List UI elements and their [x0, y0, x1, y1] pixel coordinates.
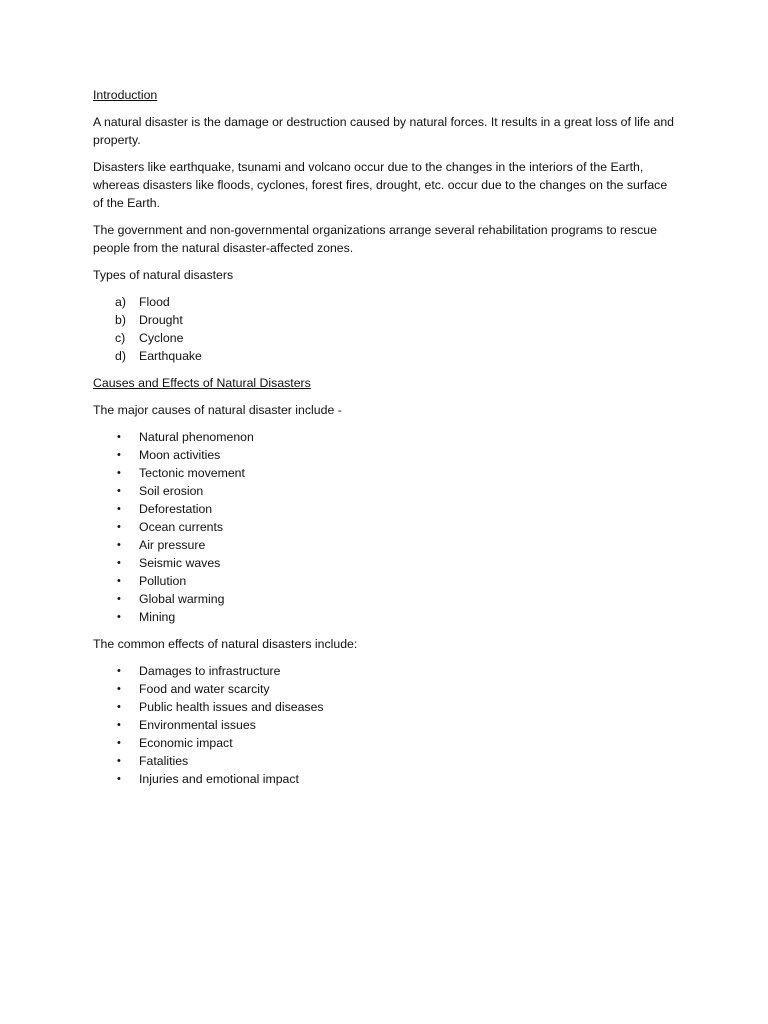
- list-item-text: Injuries and emotional impact: [139, 772, 299, 786]
- bullet-icon: •: [117, 701, 121, 713]
- bullet-icon: •: [117, 575, 121, 587]
- intro-heading: Introduction: [93, 88, 158, 102]
- bullet-icon: •: [117, 557, 121, 569]
- list-item: [93, 500, 678, 518]
- causes-intro: The major causes of natural disaster include -: [93, 403, 342, 417]
- bullet-icon: •: [117, 755, 121, 767]
- bullet-icon: •: [117, 521, 121, 533]
- list-item-text: Seismic waves: [139, 556, 221, 570]
- bullet-icon: •: [117, 539, 121, 551]
- list-item: [93, 608, 678, 626]
- list-marker: a): [115, 295, 126, 309]
- list-item-text: Cyclone: [139, 331, 184, 345]
- list-item: [93, 446, 678, 464]
- list-item-text: Moon activities: [139, 448, 221, 462]
- list-item-text: Natural phenomenon: [139, 430, 254, 444]
- list-item-text: Mining: [139, 610, 176, 624]
- list-marker: c): [115, 331, 126, 345]
- list-marker: d): [115, 349, 126, 363]
- list-item-text: Damages to infrastructure: [139, 664, 281, 678]
- list-item-text: Deforestation: [139, 502, 213, 516]
- effects-intro: The common effects of natural disasters include:: [93, 637, 358, 651]
- list-item: [93, 716, 678, 734]
- intro-paragraph-1: A natural disaster is the damage or destruction caused by natural forces. It results in a great loss of life and property.: [93, 115, 674, 147]
- list-item: [93, 536, 678, 554]
- list-item: [93, 680, 678, 698]
- list-item-text: Pollution: [139, 574, 187, 588]
- bullet-icon: •: [117, 485, 121, 497]
- list-item: [93, 752, 678, 770]
- list-item-text: Earthquake: [139, 349, 202, 363]
- list-item: [93, 770, 678, 788]
- causes-effects-heading: Causes and Effects of Natural Disasters: [93, 376, 311, 390]
- list-item: [93, 464, 678, 482]
- effects-list: [93, 662, 678, 788]
- list-item: [93, 698, 678, 716]
- list-item: [93, 590, 678, 608]
- list-item: [93, 347, 678, 365]
- bullet-icon: •: [117, 593, 121, 605]
- list-item-text: Drought: [139, 313, 183, 327]
- list-item: [93, 482, 678, 500]
- bullet-icon: •: [117, 773, 121, 785]
- bullet-icon: •: [117, 431, 121, 443]
- list-item-text: Tectonic movement: [139, 466, 245, 480]
- list-marker: b): [115, 313, 126, 327]
- list-item: [93, 311, 678, 329]
- causes-list: [93, 428, 678, 626]
- list-item-text: Flood: [139, 295, 170, 309]
- list-item-text: Air pressure: [139, 538, 206, 552]
- types-list: [93, 293, 678, 365]
- list-item: [93, 329, 678, 347]
- bullet-icon: •: [117, 683, 121, 695]
- list-item: [93, 554, 678, 572]
- bullet-icon: •: [117, 737, 121, 749]
- list-item-text: Soil erosion: [139, 484, 204, 498]
- list-item-text: Fatalities: [139, 754, 189, 768]
- bullet-icon: •: [117, 719, 121, 731]
- bullet-icon: •: [117, 467, 121, 479]
- bullet-icon: •: [117, 503, 121, 515]
- list-item: [93, 572, 678, 590]
- list-item-text: Food and water scarcity: [139, 682, 270, 696]
- list-item: [93, 428, 678, 446]
- list-item-text: Ocean currents: [139, 520, 224, 534]
- bullet-icon: •: [117, 449, 121, 461]
- intro-paragraph-3: The government and non-governmental organizations arrange several rehabilitation programs to rescue people from the natural disaster-affected zones.: [93, 223, 657, 255]
- types-label: Types of natural disasters: [93, 268, 234, 282]
- list-item: [93, 662, 678, 680]
- list-item-text: Global warming: [139, 592, 225, 606]
- intro-paragraph-2: Disasters like earthquake, tsunami and volcano occur due to the changes in the interiors of the Earth, whereas disasters like floods, cyclones, forest fires, drought, etc. occur due to the changes on the surface of the Earth.: [93, 160, 668, 210]
- list-item: [93, 518, 678, 536]
- list-item-text: Environmental issues: [139, 718, 256, 732]
- list-item-text: Economic impact: [139, 736, 233, 750]
- list-item: [93, 734, 678, 752]
- bullet-icon: •: [117, 611, 121, 623]
- bullet-icon: •: [117, 665, 121, 677]
- list-item-text: Public health issues and diseases: [139, 700, 324, 714]
- list-item: [93, 293, 678, 311]
